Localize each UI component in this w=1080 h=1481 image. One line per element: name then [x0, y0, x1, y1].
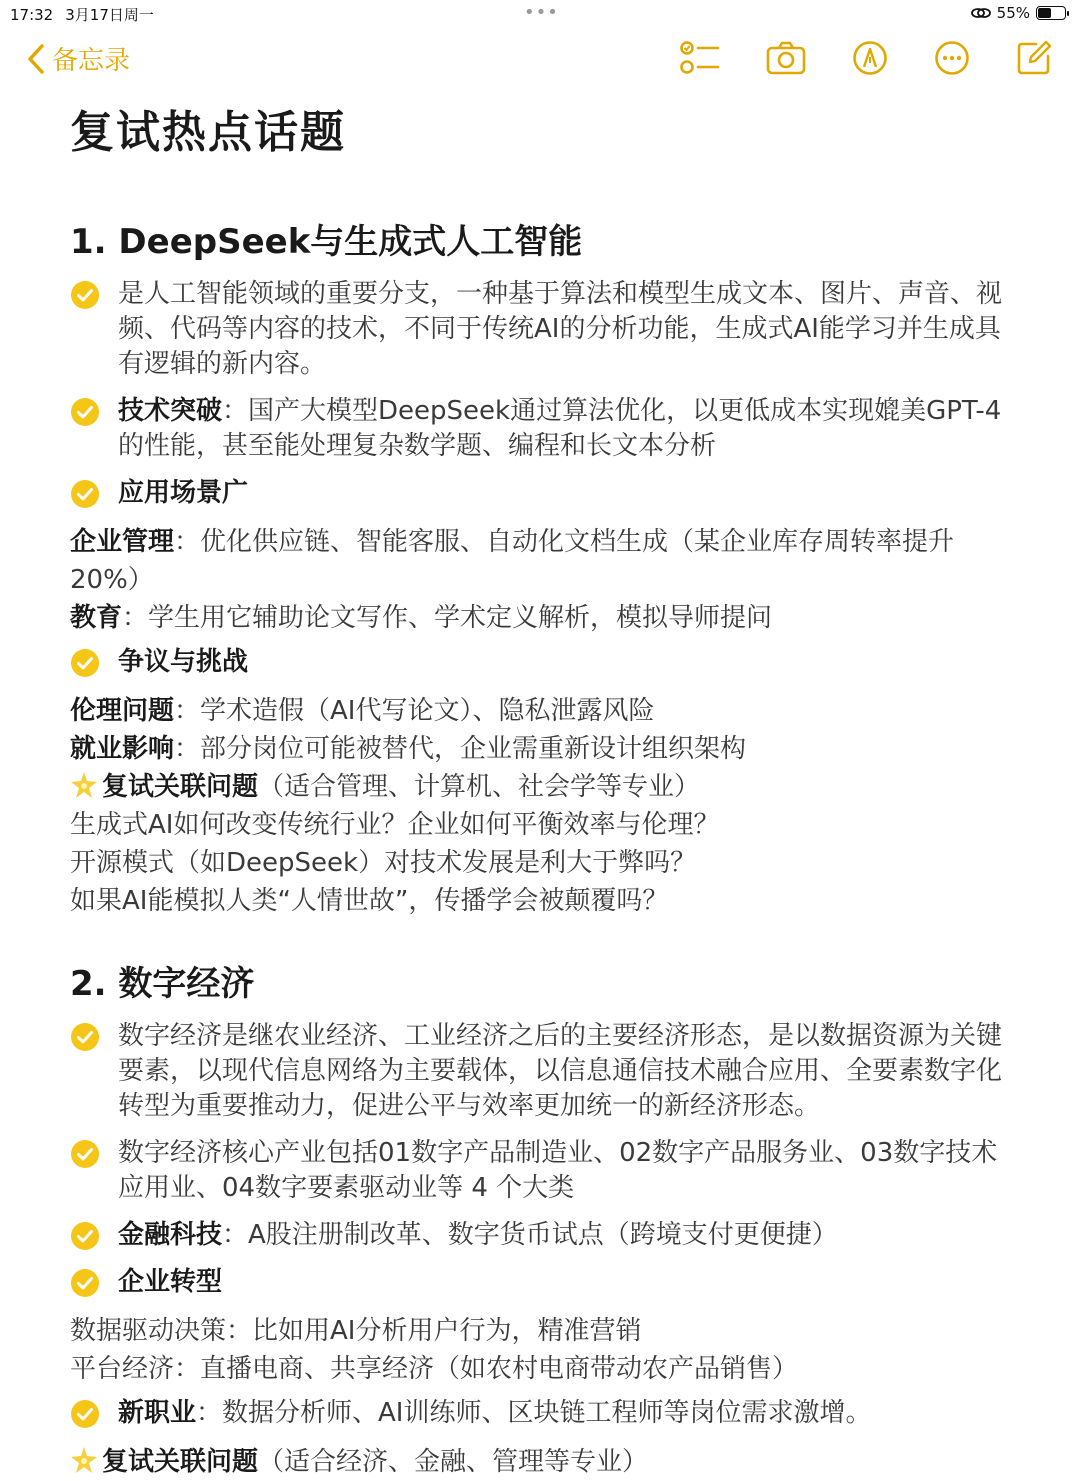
checklist-item — [70, 645, 1020, 680]
checklist-item — [70, 1265, 1020, 1300]
checkmark-circle-icon[interactable] — [70, 1221, 100, 1251]
battery-percent: 55% — [996, 4, 1030, 22]
link-icon — [971, 6, 991, 20]
compose-icon — [1016, 40, 1052, 76]
line-text: ：优化供应链、智能客服、自动化文档生成（某企业库存周转率提升20%） — [70, 527, 955, 595]
item-text: 是人工智能领域的重要分支，一种基于算法和模型生成文本、图片、声音、视频、代码等内容的技术，不同于传统AI的分析功能，生成式AI能学习并生成具有逻辑的新内容。 — [118, 279, 1003, 379]
line-text: ：部分岗位可能被替代，企业需重新设计组织架构 — [174, 734, 747, 764]
question-label: 复试关联问题 — [102, 772, 259, 802]
checklist-item — [70, 1396, 1020, 1431]
item-text: ：国产大模型DeepSeek通过算法优化，以更低成本实现媲美GPT-4的性能，甚至能处理复杂数学题、编程和长文本分析 — [118, 396, 1002, 461]
back-label: 备忘录 — [52, 46, 131, 76]
question-label: 复试关联问题 — [102, 1447, 259, 1477]
checkmark-circle-icon[interactable] — [70, 1022, 100, 1052]
checklist-item — [70, 277, 1020, 382]
item-text: 数字经济核心产业包括01数字产品制造业、02数字产品服务业、03数字技术应用业、04数字要素驱动业等 4 个大类 — [118, 1138, 998, 1203]
more-button[interactable] — [934, 40, 970, 76]
nav-bar — [0, 36, 1080, 86]
question-heading — [70, 768, 1020, 806]
item-label: 争议与挑战 — [118, 647, 249, 677]
checklist-item — [70, 1019, 1020, 1124]
back-button[interactable] — [26, 40, 130, 77]
line-label: 教育 — [70, 603, 123, 633]
status-right — [971, 4, 1066, 22]
line-label: 伦理问题 — [70, 696, 175, 726]
battery-icon — [1036, 6, 1066, 20]
chevron-left-icon — [26, 43, 46, 75]
question-line: 如果AI能模拟人类“人情世故”，传播学会被颠覆吗？ — [70, 886, 669, 916]
sparkle-star-icon — [70, 771, 98, 799]
text-line — [70, 523, 1020, 599]
battery-level — [1038, 8, 1051, 18]
compose-button[interactable] — [1016, 40, 1052, 76]
checklist-item — [70, 1136, 1020, 1206]
checklist-item — [70, 1218, 1020, 1253]
camera-button[interactable] — [766, 41, 806, 75]
question-line: 生成式AI如何改变传统行业？企业如何平衡效率与伦理？ — [70, 810, 720, 840]
item-label: 应用场景广 — [118, 478, 249, 508]
spacer — [70, 920, 1020, 956]
section-2-heading: 2. 数字经济 — [70, 964, 255, 1004]
status-time: 17:32 — [10, 6, 54, 24]
item-label: 金融科技 — [118, 1220, 223, 1250]
item-label: 新职业 — [118, 1398, 197, 1428]
status-bar — [0, 0, 1080, 30]
line-text: ：学术造假（AI代写论文）、隐私泄露风险 — [174, 696, 655, 726]
multitasking-dots-icon[interactable]: ••• — [524, 2, 559, 23]
question-heading — [70, 1443, 1020, 1481]
line-label: 就业影响 — [70, 734, 175, 764]
item-text: ：A股注册制改革、数字货币试点（跨境支付更便捷） — [222, 1220, 838, 1250]
section-1-heading: 1. DeepSeek与生成式人工智能 — [70, 222, 583, 262]
item-text: 数字经济是继农业经济、工业经济之后的主要经济形态，是以数据资源为关键要素，以现代信息网络为主要载体，以信息通信技术融合应用、全要素数字化转型为重要推动力，促进公平与效率更加统一的新经济形态。 — [118, 1021, 1003, 1121]
text-line: 数据驱动决策：比如用AI分析用户行为，精准营销 — [70, 1316, 642, 1346]
status-left — [10, 4, 166, 25]
camera-icon — [766, 41, 806, 75]
checkmark-circle-icon[interactable] — [70, 1399, 100, 1429]
text-line — [70, 692, 1020, 730]
checklist-button[interactable] — [680, 40, 720, 76]
question-line: 开源模式（如DeepSeek）对技术发展是利大于弊吗？ — [70, 848, 697, 878]
line-label: 企业管理 — [70, 527, 175, 557]
checkmark-circle-icon[interactable] — [70, 648, 100, 678]
text-line — [70, 730, 1020, 768]
note-body[interactable] — [70, 96, 1020, 1481]
toolbar — [680, 40, 1052, 76]
ellipsis-circle-icon — [934, 40, 970, 76]
checklist-item — [70, 476, 1020, 511]
checkmark-circle-icon[interactable] — [70, 1139, 100, 1169]
checklist-icon — [680, 40, 720, 76]
question-scope: （适合经济、金融、管理等专业） — [258, 1447, 649, 1477]
status-date: 3月17日周一 — [65, 6, 154, 24]
checkmark-circle-icon[interactable] — [70, 1268, 100, 1298]
sparkle-star-icon — [70, 1446, 98, 1474]
pen-tip-icon — [852, 40, 888, 76]
markup-button[interactable] — [852, 40, 888, 76]
checklist-item — [70, 394, 1020, 464]
note-title: 复试热点话题 — [70, 107, 346, 158]
question-scope: （适合管理、计算机、社会学等专业） — [258, 772, 701, 802]
text-line — [70, 599, 1020, 637]
checkmark-circle-icon[interactable] — [70, 397, 100, 427]
checkmark-circle-icon[interactable] — [70, 479, 100, 509]
line-text: ：学生用它辅助论文写作、学术定义解析，模拟导师提问 — [122, 603, 773, 633]
battery-cap — [1067, 11, 1069, 16]
checkmark-circle-icon[interactable] — [70, 280, 100, 310]
item-text: ：数据分析师、AI训练师、区块链工程师等岗位需求激增。 — [196, 1398, 872, 1428]
item-label: 企业转型 — [118, 1267, 223, 1297]
item-label: 技术突破 — [118, 396, 223, 426]
text-line: 平台经济：直播电商、共享经济（如农村电商带动农产品销售） — [70, 1354, 799, 1384]
